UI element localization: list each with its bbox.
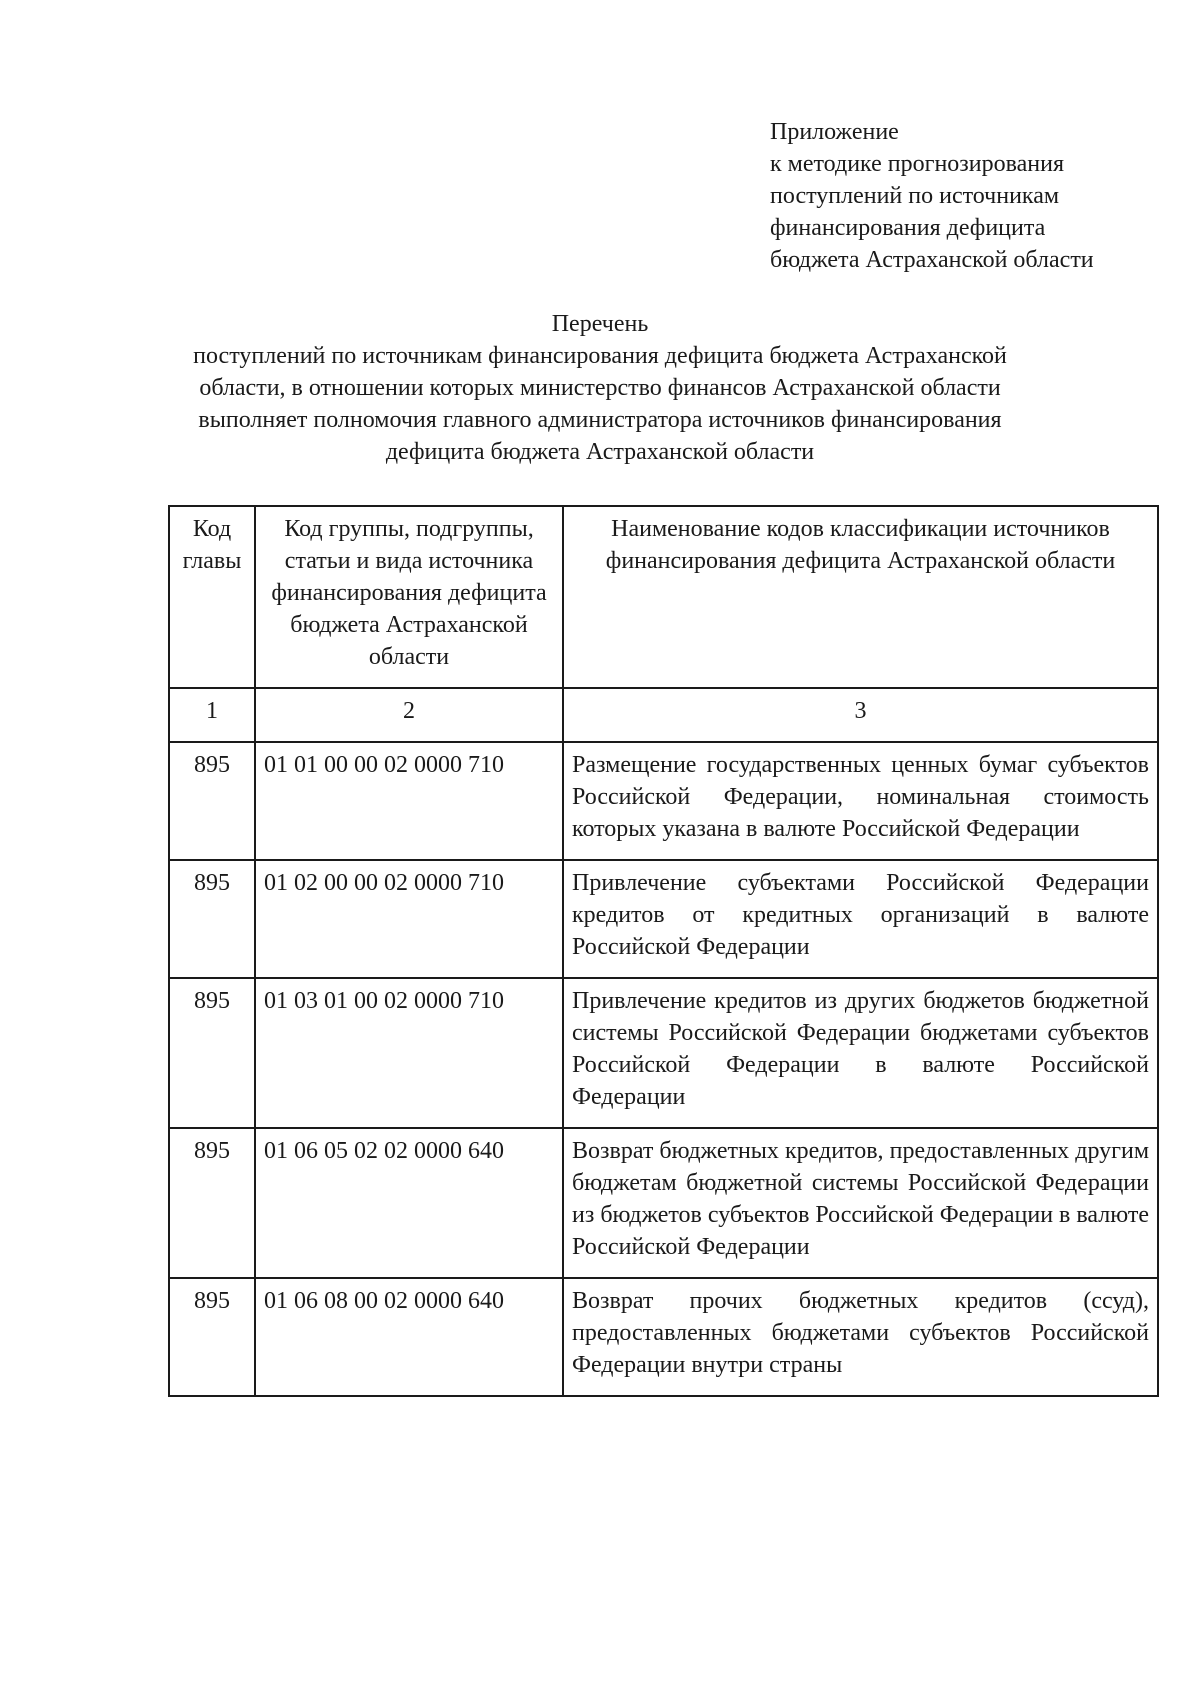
appendix-line: Приложение [770, 119, 899, 145]
header-chapter-code: Код главы [169, 506, 255, 688]
source-name-cell: Привлечение субъектами Российской Федерации кредитов от кредитных организаций в валюте Российской Федерации [563, 860, 1158, 978]
chapter-code-cell: 895 [169, 742, 255, 860]
table-row [169, 978, 1158, 1128]
header-group-code: Код группы, подгруппы, статьи и вида источника финансирования дефицита бюджета Астраханской области [255, 506, 563, 688]
title-line: дефицита бюджета Астраханской области [385, 439, 815, 465]
source-code-cell: 01 01 00 00 02 0000 710 [255, 742, 563, 860]
source-name-cell: Возврат прочих бюджетных кредитов (ссуд), предоставленных бюджетами субъектов Российской Федерации внутри страны [563, 1278, 1158, 1396]
source-code-cell: 01 06 05 02 02 0000 640 [255, 1128, 563, 1278]
appendix-line: к методике прогнозирования [770, 151, 1064, 177]
table-header-row [169, 506, 1158, 688]
header-name: Наименование кодов классификации источников финансирования дефицита Астраханской области [563, 506, 1158, 688]
title-heading: Перечень [551, 311, 649, 337]
column-number-row [169, 688, 1158, 742]
chapter-code-cell: 895 [169, 978, 255, 1128]
source-name-cell: Возврат бюджетных кредитов, предоставленных другим бюджетам бюджетной системы Российской Федерации из бюджетов субъектов Российской Федерации в валюте Российской Федерации [563, 1128, 1158, 1278]
source-code-cell: 01 06 08 00 02 0000 640 [255, 1278, 563, 1396]
table-row [169, 1278, 1158, 1396]
chapter-code-cell: 895 [169, 860, 255, 978]
title-line: поступлений по источникам финансирования дефицита бюджета Астраханской [193, 343, 1007, 369]
chapter-code-cell: 895 [169, 1278, 255, 1396]
column-number: 2 [255, 688, 563, 742]
source-code-cell: 01 03 01 00 02 0000 710 [255, 978, 563, 1128]
column-number: 3 [563, 688, 1158, 742]
title-line: области, в отношении которых министерство финансов Астраханской области [199, 375, 1001, 401]
chapter-code-cell: 895 [169, 1128, 255, 1278]
source-name-cell: Размещение государственных ценных бумаг субъектов Российской Федерации, номинальная стоимость которых указана в валюте Российской Федерации [563, 742, 1158, 860]
appendix-line: бюджета Астраханской области [770, 247, 1094, 273]
table-row [169, 1128, 1158, 1278]
source-name-cell: Привлечение кредитов из других бюджетов бюджетной системы Российской Федерации бюджетами субъектов Российской Федерации в валюте Российской Федерации [563, 978, 1158, 1128]
appendix-line: финансирования дефицита [770, 215, 1046, 241]
appendix-note [770, 116, 1094, 276]
column-number: 1 [169, 688, 255, 742]
table-row [169, 860, 1158, 978]
document-title [150, 308, 1050, 468]
sources-table [168, 505, 1159, 1397]
appendix-line: поступлений по источникам [770, 183, 1060, 209]
source-code-cell: 01 02 00 00 02 0000 710 [255, 860, 563, 978]
table-row [169, 742, 1158, 860]
title-line: выполняет полномочия главного администратора источников финансирования [198, 407, 1002, 433]
